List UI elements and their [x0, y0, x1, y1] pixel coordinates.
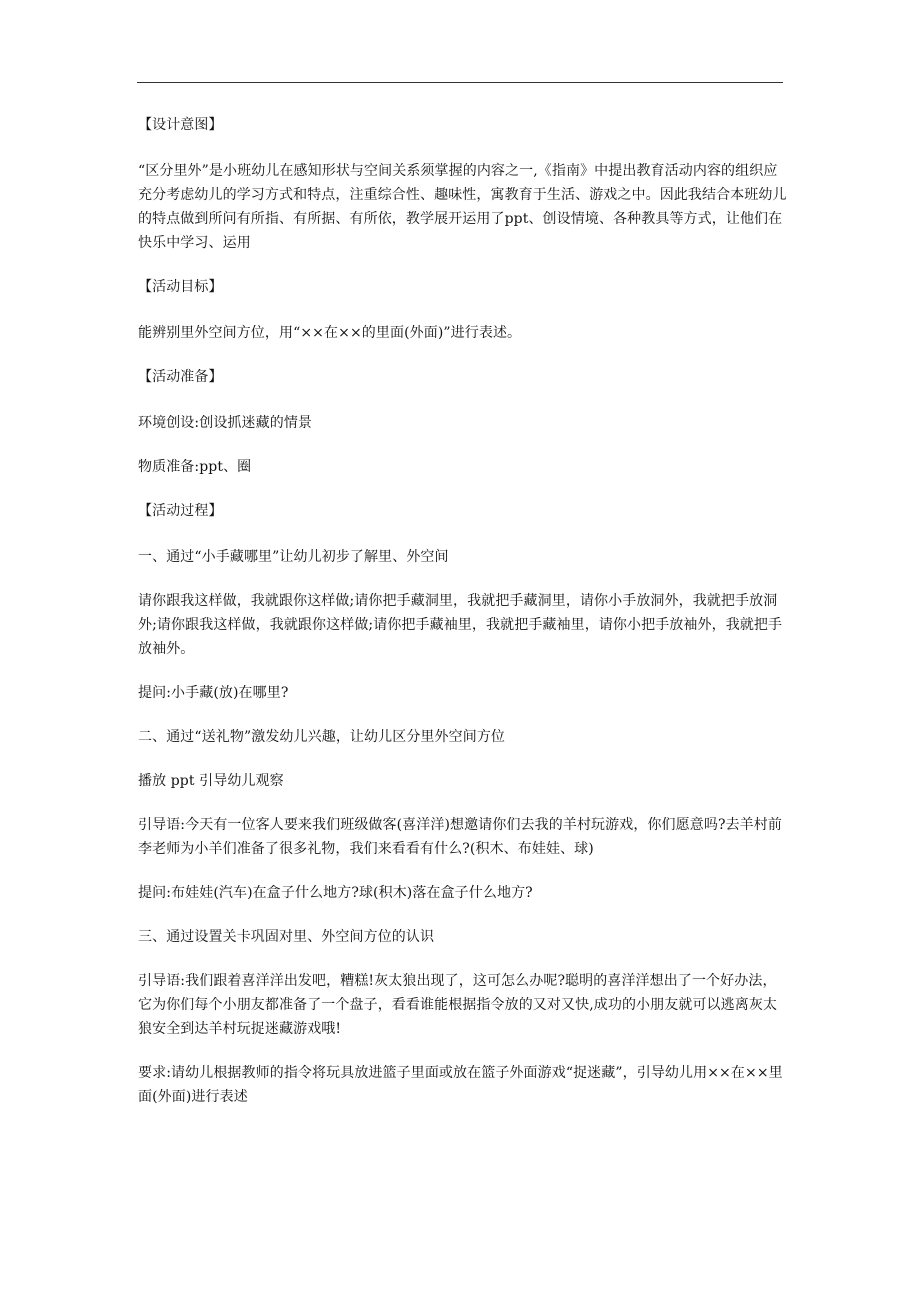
paragraph-step-two-title: 二、通过“送礼物”激发幼儿兴趣，让幼儿区分里外空间方位 — [138, 729, 506, 745]
paragraph-material-preparation: 物质准备:ppt、圈 — [138, 459, 252, 475]
document-body — [138, 113, 790, 1129]
paragraph-step-one-question: 提问:小手藏(放)在哪里? — [138, 685, 289, 701]
section-heading-activity-preparation: 【活动准备】 — [138, 369, 223, 385]
header-rule — [137, 82, 783, 83]
section-heading-activity-process: 【活动过程】 — [138, 503, 223, 519]
paragraph-step-two-question: 提问:布娃娃(汽车)在盒子什么地方?球(积木)落在盒子什么地方? — [138, 885, 533, 901]
paragraph-step-two-guide: 引导语:今天有一位客人要来我们班级做客(喜洋洋)想邀请你们去我的羊村玩游戏，你们愿意吗?去羊村前李老师为小羊们准备了很多礼物，我们来看看有什么?(积木、布娃娃、球) — [138, 817, 782, 857]
paragraph-step-two-ppt: 播放 ppt 引导幼儿观察 — [138, 773, 284, 789]
section-heading-design-intent: 【设计意图】 — [138, 117, 223, 133]
paragraph-step-three-requirement: 要求:请幼儿根据教师的指令将玩具放进篮子里面或放在篮子外面游戏“捉迷藏”，引导幼儿用××在××里面(外面)进行表述 — [138, 1065, 783, 1105]
section-heading-activity-goal: 【活动目标】 — [138, 279, 223, 295]
paragraph-environment-setup: 环境创设:创设抓迷藏的情景 — [138, 415, 313, 431]
paragraph-step-three-guide: 引导语:我们跟着喜洋洋出发吧，糟糕!灰太狼出现了，这可怎么办呢?聪明的喜洋洋想出了一个好办法，它为你们每个小朋友都准备了一个盘子，看看谁能根据指令放的又对又快,成功的小朋友就可以逃离灰太狼安全到达羊村玩捉迷藏游戏哦! — [138, 973, 778, 1037]
paragraph-design-intent: “区分里外”是小班幼儿在感知形状与空间关系须掌握的内容之一,《指南》中提出教育活动内容的组织应充分考虑幼儿的学习方式和特点，注重综合性、趣味性，寓教育于生活、游戏之中。因此我结合本班幼儿的特点做到所问有所指、有所据、有所依，教学展开运用了ppt、创设情境、各种教具等方式，让他们在快乐中学习、运用 — [138, 163, 787, 251]
paragraph-step-one-title: 一、通过“小手藏哪里”让幼儿初步了解里、外空间 — [138, 549, 449, 565]
paragraph-step-one-content: 请你跟我这样做，我就跟你这样做;请你把手藏洞里，我就把手藏洞里，请你小手放洞外，我就把手放洞外;请你跟我这样做，我就跟你这样做;请你把手藏袖里，我就把手藏袖里，请你小把手放袖外，我就把手放袖外。 — [138, 593, 783, 657]
paragraph-step-three-title: 三、通过设置关卡巩固对里、外空间方位的认识 — [138, 929, 435, 945]
paragraph-activity-goal: 能辨别里外空间方位，用“××在××的里面(外面)”进行表述。 — [138, 325, 522, 341]
